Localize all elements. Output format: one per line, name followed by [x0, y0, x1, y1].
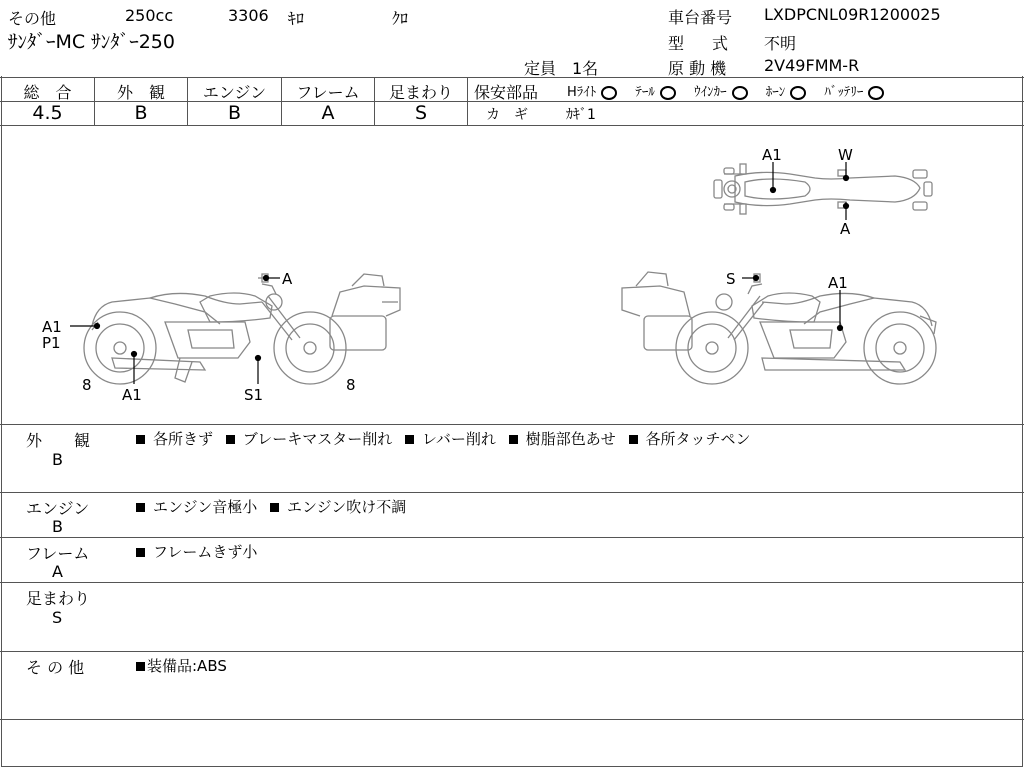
safety-headlight-label: Hﾗｲﾄ — [567, 85, 597, 100]
remark-item: 樹脂部色あせ — [525, 430, 616, 448]
grade-suspension-value: S — [414, 102, 428, 124]
safety-items — [567, 81, 884, 100]
divider — [0, 492, 1024, 493]
header-model: ｻﾝﾀﾞｰMC ｻﾝﾀﾞｰ250 — [8, 31, 175, 53]
remark-exterior-label: 外 観 — [26, 431, 91, 450]
remark-frame-items — [136, 541, 257, 562]
divider — [0, 719, 1024, 720]
ok-circle-icon — [790, 86, 806, 100]
remark-exterior-grade: B — [52, 450, 63, 469]
remark-frame-grade: A — [52, 562, 63, 581]
remark-frame-label: フレーム — [26, 544, 90, 563]
safety-tail-label: ﾃｰﾙ — [635, 85, 655, 100]
divider — [0, 424, 1024, 425]
motorcycle-right-view-icon — [622, 272, 936, 384]
ok-circle-icon — [601, 86, 617, 100]
mark-top-a: A — [840, 220, 851, 238]
remark-item: フレームきず小 — [153, 543, 258, 561]
mark-left-a1: A1 — [42, 318, 62, 336]
type-label: 型 式 — [668, 34, 735, 53]
motorcycle-left-view-icon — [84, 274, 400, 384]
divider — [468, 101, 1024, 102]
mark-left-p1: P1 — [42, 334, 61, 352]
safety-label: 保安部品 — [474, 83, 539, 102]
remark-item: エンジン吹け不調 — [287, 498, 407, 516]
safety-horn-label: ﾎｰﾝ — [765, 85, 786, 100]
header-mileage-unit: ｷﾛ — [288, 9, 305, 28]
chassis-value: LXDPCNL09R1200025 — [764, 5, 941, 24]
key-value: ｶｷﾞ1 — [566, 107, 596, 123]
safety-battery-label: ﾊﾞｯﾃﾘｰ — [824, 85, 864, 100]
type-value: 不明 — [764, 34, 797, 53]
capacity-value: 1名 — [572, 59, 599, 78]
grade-engine-value: B — [227, 102, 242, 124]
remark-suspension-grade: S — [52, 608, 63, 627]
remark-suspension-label: 足まわり — [26, 589, 91, 608]
capacity-label: 定員 — [524, 59, 557, 78]
safety-winker-label: ｳｲﾝｶｰ — [694, 85, 727, 100]
grade-frame-value: A — [321, 102, 335, 124]
mark-left-a1-bottom: A1 — [122, 386, 142, 404]
grade-suspension-label: 足まわり — [388, 83, 453, 102]
grade-overall-label: 総 合 — [23, 83, 72, 102]
mark-left-tire-front: 8 — [346, 376, 356, 394]
grade-exterior-label: 外 観 — [116, 83, 165, 102]
key-label: カ ギ — [486, 107, 528, 123]
divider — [467, 77, 468, 125]
mark-top-w: W — [838, 146, 853, 164]
remark-engine-label: エンジン — [26, 499, 90, 518]
ok-circle-icon — [868, 86, 884, 100]
ok-circle-icon — [732, 86, 748, 100]
remark-item: 各所きず — [153, 430, 214, 448]
remark-other-items — [136, 655, 227, 676]
divider — [0, 651, 1024, 652]
remark-exterior-items — [136, 428, 751, 449]
mark-left-s1: S1 — [244, 386, 264, 404]
mark-top-a1: A1 — [762, 146, 782, 164]
mark-right-s: S — [726, 270, 736, 288]
header-mileage: 3306 — [228, 6, 269, 25]
engine-value: 2V49FMM-R — [764, 56, 860, 75]
chassis-label: 車台番号 — [668, 8, 733, 27]
divider — [0, 77, 1024, 78]
remark-engine-items — [136, 496, 406, 517]
mark-left-tire-rear: 8 — [82, 376, 92, 394]
header-color: ｸﾛ — [392, 9, 409, 28]
remark-item: 各所タッチペン — [645, 430, 751, 448]
grade-exterior-value: B — [134, 102, 148, 124]
header-category: その他 — [8, 9, 57, 28]
remark-item: ブレーキマスター削れ — [242, 430, 393, 448]
mark-right-a1: A1 — [828, 274, 848, 292]
grade-frame-label: フレーム — [296, 83, 360, 102]
header-displacement: 250cc — [125, 6, 174, 25]
remark-item: 装備品:ABS — [147, 657, 227, 675]
remark-engine-grade: B — [52, 517, 63, 536]
ok-circle-icon — [660, 86, 676, 100]
engine-label: 原 動 機 — [668, 59, 727, 78]
motorcycle-top-view-icon — [714, 164, 932, 214]
divider — [0, 582, 1024, 583]
divider — [0, 537, 1024, 538]
grade-overall-value: 4.5 — [32, 102, 63, 124]
remark-item: エンジン音極小 — [153, 498, 258, 516]
mark-left-a: A — [282, 270, 293, 288]
motorcycle-damage-diagram — [0, 126, 1024, 424]
remark-item: レバー削れ — [421, 430, 496, 448]
remark-other-label: そ の 他 — [26, 658, 85, 677]
grade-engine-label: エンジン — [202, 83, 267, 102]
